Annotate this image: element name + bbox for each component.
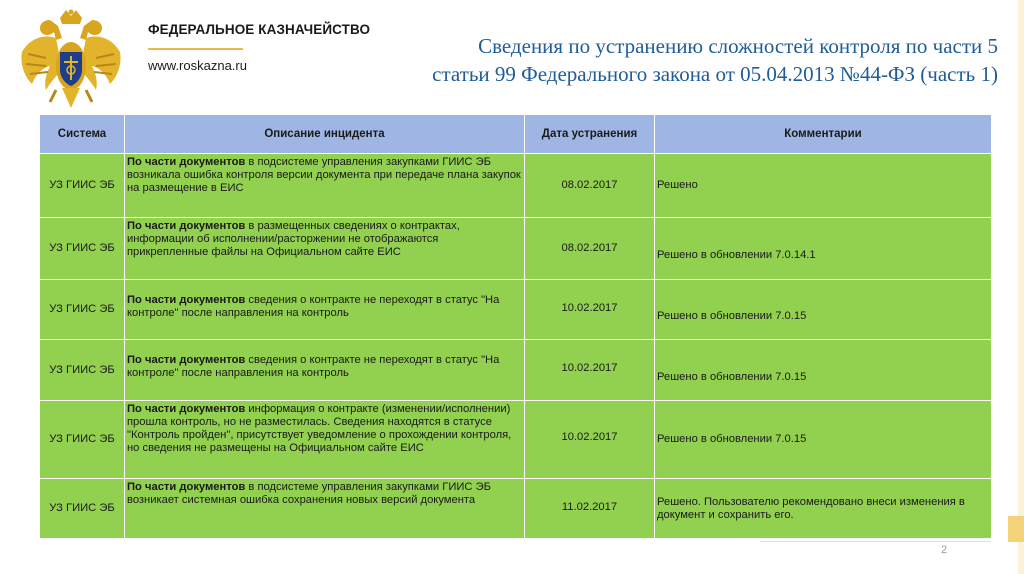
table-header-row [40, 115, 992, 154]
page-number: 2 [941, 544, 948, 556]
right-edge-tab [1008, 516, 1024, 542]
cell-comment: Решено. Пользователю рекомендовано внеси изменения в документ и сохранить его. [655, 479, 992, 539]
org-name: ФЕДЕРАЛЬНОЕ КАЗНАЧЕЙСТВО [148, 22, 371, 37]
cell-system: УЗ ГИИС ЭБ [40, 401, 125, 479]
cell-description [125, 340, 525, 401]
desc-bold: По части документов [127, 354, 246, 366]
comment-text: Решено в обновлении 7.0.15 [657, 310, 807, 322]
title-line-2: статьи 99 Федерального закона от 05.04.2013 №44-ФЗ (часть 1) [432, 62, 998, 86]
incidents-table [39, 114, 992, 539]
date-text: 11.02.2017 [561, 501, 618, 513]
cell-date [525, 154, 655, 218]
desc-bold: По части документов [127, 220, 246, 232]
desc-text: в подсистеме управления закупками ГИИС ЭБ возникала ошибка контроля версии документа при передаче плана закупок на размещение в ЕИС [127, 156, 521, 194]
desc-text: сведения о контракте не переходят в статус "На контроле" после направления на контроль [127, 354, 500, 379]
table-row [40, 154, 992, 218]
date-text: 10.02.2017 [561, 431, 618, 443]
desc-bold: По части документов [127, 294, 246, 306]
column-header-date: Дата устранения [525, 115, 655, 154]
desc-bold: По части документов [127, 156, 246, 168]
cell-comment [655, 340, 992, 401]
org-url: www.roskazna.ru [148, 58, 247, 73]
desc-text: информация о контракте (изменении/исполнении) прошла контроль, но не разместилась. Сведения находятся в статусе "Контроль пройден", присутствует уведомление о прохождении контроля, но сведения не размещены на Официальном сайте ЕИС [127, 403, 512, 454]
date-text: 08.02.2017 [561, 242, 618, 254]
footer-divider [760, 541, 991, 542]
double-headed-eagle-icon [16, 8, 126, 116]
column-header-description: Описание инцидента [125, 115, 525, 154]
desc-text: сведения о контракте не переходят в статус "На контроле" после направления на контроль [127, 294, 500, 319]
date-text: 10.02.2017 [561, 362, 618, 374]
date-text: 08.02.2017 [561, 179, 618, 191]
cell-date [525, 280, 655, 340]
cell-date [525, 340, 655, 401]
table-row [40, 280, 992, 340]
cell-comment [655, 280, 992, 340]
cell-description [125, 280, 525, 340]
date-text: 10.02.2017 [561, 302, 618, 314]
cell-date [525, 479, 655, 539]
table-row [40, 401, 992, 479]
cell-description [125, 479, 525, 539]
table-row [40, 479, 992, 539]
cell-system: УЗ ГИИС ЭБ [40, 340, 125, 401]
right-edge-bar [1018, 0, 1024, 574]
desc-text: в подсистеме управления закупками ГИИС ЭБ возникает системная ошибка сохранения новых версий документа [127, 481, 491, 506]
cell-system: УЗ ГИИС ЭБ [40, 154, 125, 218]
desc-text: в размещенных сведениях о контрактах, информации об исполнении/расторжении не отображаются прикрепленные файлы на Официальном сайте ЕИС [127, 220, 460, 258]
cell-system: УЗ ГИИС ЭБ [40, 280, 125, 340]
cell-comment [655, 218, 992, 280]
cell-comment: Решено в обновлении 7.0.15 [655, 401, 992, 479]
cell-system: УЗ ГИИС ЭБ [40, 218, 125, 280]
comment-text: Решено в обновлении 7.0.14.1 [657, 249, 816, 261]
title-line-1: Сведения по устранению сложностей контроля по части 5 [478, 34, 998, 58]
table-row [40, 218, 992, 280]
cell-comment: Решено [655, 154, 992, 218]
org-divider [148, 48, 243, 50]
cell-date [525, 401, 655, 479]
cell-date [525, 218, 655, 280]
desc-bold: По части документов [127, 481, 246, 493]
comment-text: Решено в обновлении 7.0.15 [657, 370, 807, 383]
column-header-comments: Комментарии [655, 115, 992, 154]
cell-system: УЗ ГИИС ЭБ [40, 479, 125, 539]
cell-description [125, 401, 525, 479]
cell-description [125, 218, 525, 280]
column-header-system: Система [40, 115, 125, 154]
table-row [40, 340, 992, 401]
desc-bold: По части документов [127, 403, 246, 415]
cell-description [125, 154, 525, 218]
page-title [378, 32, 998, 88]
